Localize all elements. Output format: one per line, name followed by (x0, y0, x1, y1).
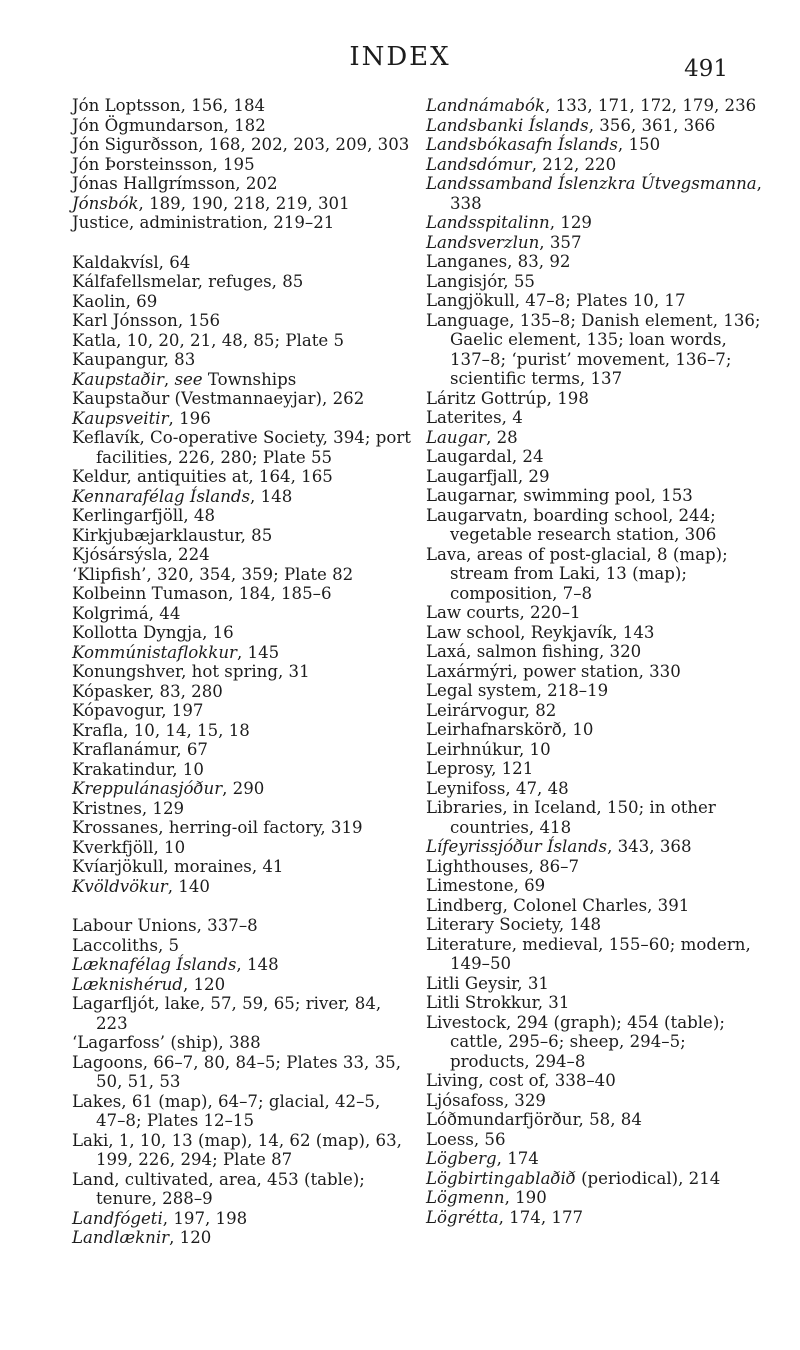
index-entry: Kópasker, 83, 280 (72, 681, 223, 701)
index-entry: Keflavík, Co-operative Society, 394; port facilities, 226, 280; Plate 55 (72, 428, 411, 467)
index-entry: Legal system, 218–19 (426, 681, 609, 700)
index-entry: Jón Ögmundarson, 182 (72, 115, 266, 135)
index-entry: Lóðmundarfjörður, 58, 84 (426, 1110, 642, 1129)
index-entry: Keldur, antiquities at, 164, 165 (72, 467, 333, 486)
index-entry: Konungshver, hot spring, 31 (72, 662, 310, 681)
index-entry: Lögrétta, 174, 177 (426, 1207, 584, 1227)
index-entry: Kennarafélag Íslands, 148 (72, 486, 293, 506)
index-entry: Jónas Hallgrímsson, 202 (72, 174, 278, 193)
index-entry: Lögbirtingablaðið (periodical), 214 (426, 1168, 721, 1188)
index-entry: Law courts, 220–1 (426, 603, 581, 622)
letter-section-gap (72, 896, 414, 916)
index-entry: Lögmenn, 190 (426, 1188, 547, 1207)
index-entry: Langisjór, 55 (426, 271, 535, 291)
index-entry: Kverkfjöll, 10 (72, 837, 186, 857)
index-entry: Livestock, 294 (graph); 454 (table); cattle, 295–6; sheep, 294–5; products, 294–8 (426, 1012, 725, 1071)
index-entry: Law school, Reykjavík, 143 (426, 622, 655, 642)
index-entry: Lagoons, 66–7, 80, 84–5; Plates 33, 35, 50, 51, 53 (72, 1052, 401, 1091)
index-entry: Leirárvogur, 82 (426, 700, 557, 720)
index-entry: Lighthouses, 86–7 (426, 856, 580, 876)
index-entry: Kraflanámur, 67 (72, 740, 208, 759)
page-number: 491 (684, 56, 728, 82)
index-entry: Kirkjubæjarklaustur, 85 (72, 525, 273, 545)
index-entry: Læknafélag Íslands, 148 (72, 955, 279, 974)
index-entry: Lögberg, 174 (426, 1149, 539, 1168)
index-entry: Landssamband Íslenzkra Útvegsmanna, 338 (426, 174, 762, 213)
index-entry: Jón Þorsteinsson, 195 (72, 154, 255, 174)
index-entry: Krossanes, herring-oil factory, 319 (72, 818, 363, 837)
index-entry: Laugardal, 24 (426, 447, 544, 466)
index-entry: Kaupsveitir, 196 (72, 408, 211, 428)
index-entry: Libraries, in Iceland, 150; in other countries, 418 (426, 798, 716, 837)
index-entry: Lagarfljót, lake, 57, 59, 65; river, 84, 223 (72, 994, 382, 1033)
index-heading: INDEX (349, 42, 451, 72)
index-entry: Leprosy, 121 (426, 759, 534, 778)
letter-section-gap (72, 233, 414, 253)
index-entry: Kaldakvísl, 64 (72, 252, 191, 272)
index-entry: Landnámabók, 133, 171, 172, 179, 236 (426, 96, 757, 115)
index-entry: Landsspitalinn, 129 (426, 213, 592, 232)
index-entry: Leynifoss, 47, 48 (426, 778, 569, 798)
index-column-left (72, 96, 414, 1248)
index-entry: Ljósafoss, 329 (426, 1090, 546, 1110)
index-entry: Literature, medieval, 155–60; modern, 149–50 (426, 934, 751, 973)
index-entry: Kolgrimá, 44 (72, 603, 181, 623)
index-entry: Land, cultivated, area, 453 (table); tenure, 288–9 (72, 1169, 365, 1208)
index-entry: Kolbeinn Tumason, 184, 185–6 (72, 584, 332, 603)
index-entry: Kerlingarfjöll, 48 (72, 506, 216, 525)
index-entry: Laxá, salmon fishing, 320 (426, 642, 642, 661)
index-entry: Language, 135–8; Danish element, 136; Gaelic element, 135; loan words, 137–8; ‘purist’ movement, 136–7; scientific terms, 137 (426, 310, 761, 388)
index-entry: Krafla, 10, 14, 15, 18 (72, 720, 250, 740)
index-entry: Kaupangur, 83 (72, 350, 196, 369)
index-entry: Lava, areas of post-glacial, 8 (map); stream from Laki, 13 (map); composition, 7–8 (426, 544, 728, 603)
index-entry: Kaupstaðir, see Townships (72, 369, 297, 389)
index-entry: Kreppulánasjóður, 290 (72, 779, 265, 798)
index-entry: Laterites, 4 (426, 408, 523, 427)
index-entry: Læknishérud, 120 (72, 974, 226, 994)
index-entry: Kvöldvökur, 140 (72, 876, 210, 896)
index-entry: Literary Society, 148 (426, 915, 602, 934)
index-entry: Landsdómur, 212, 220 (426, 154, 617, 174)
index-entry: Laki, 1, 10, 13 (map), 14, 62 (map), 63, 199, 226, 294; Plate 87 (72, 1130, 402, 1169)
index-entry: Jónsbók, 189, 190, 218, 219, 301 (72, 193, 350, 213)
index-entry: Laccoliths, 5 (72, 935, 180, 955)
index-entry: Kvíarjökull, moraines, 41 (72, 857, 284, 876)
index-column-right (426, 96, 762, 1227)
index-entry: Lakes, 61 (map), 64–7; glacial, 42–5, 47–8; Plates 12–15 (72, 1091, 381, 1130)
index-entry: Katla, 10, 20, 21, 48, 85; Plate 5 (72, 330, 345, 350)
index-entry: Langjökull, 47–8; Plates 10, 17 (426, 291, 686, 310)
index-entry: Kollotta Dyngja, 16 (72, 623, 234, 642)
index-entry: Litli Geysir, 31 (426, 973, 549, 993)
index-entry: Kálfafellsmelar, refuges, 85 (72, 272, 304, 291)
page-header (0, 42, 800, 82)
index-entry: Litli Strokkur, 31 (426, 993, 570, 1012)
index-entry: Justice, administration, 219–21 (72, 213, 335, 232)
index-entry: Kópavogur, 197 (72, 701, 204, 720)
index-entry: Kaolin, 69 (72, 291, 158, 311)
index-entry: ‘Klipfish’, 320, 354, 359; Plate 82 (72, 564, 354, 584)
index-entry: Kommúnistaflokkur, 145 (72, 642, 280, 662)
index-entry: Karl Jónsson, 156 (72, 311, 221, 330)
index-entry: Láritz Gottrúp, 198 (426, 388, 589, 408)
index-entry: ‘Lagarfoss’ (ship), 388 (72, 1033, 261, 1052)
index-entry: Laugarnar, swimming pool, 153 (426, 486, 693, 505)
index-entry: Laugar, 28 (426, 427, 518, 447)
index-entry: Living, cost of, 338–40 (426, 1071, 616, 1090)
index-entry: Laugarfjall, 29 (426, 466, 550, 486)
index-entry: Krakatindur, 10 (72, 759, 204, 779)
index-entry: Jón Sigurðsson, 168, 202, 203, 209, 303 (72, 135, 410, 154)
index-entry: Leirhnúkur, 10 (426, 739, 551, 759)
index-entry: Labour Unions, 337–8 (72, 916, 258, 935)
index-entry: Landlæknir, 120 (72, 1228, 212, 1247)
index-entry: Kristnes, 129 (72, 798, 185, 818)
index-entry: Landsbanki Íslands, 356, 361, 366 (426, 115, 716, 135)
index-entry: Kjósársýsla, 224 (72, 545, 210, 564)
index-entry: Leirhafnarskörð, 10 (426, 720, 594, 739)
index-entry: Landsverzlun, 357 (426, 232, 582, 252)
index-entry: Loess, 56 (426, 1129, 506, 1149)
index-entry: Jón Loptsson, 156, 184 (72, 96, 266, 115)
index-entry: Lífeyrissjóður Íslands, 343, 368 (426, 837, 692, 856)
index-entry: Laxármýri, power station, 330 (426, 661, 681, 681)
index-entry: Lindberg, Colonel Charles, 391 (426, 895, 690, 915)
index-entry: Landfógeti, 197, 198 (72, 1208, 248, 1228)
index-entry: Kaupstaður (Vestmannaeyjar), 262 (72, 389, 365, 408)
index-entry: Laugarvatn, boarding school, 244; vegetable research station, 306 (426, 505, 717, 544)
index-entry: Landsbókasafn Íslands, 150 (426, 135, 661, 154)
index-entry: Limestone, 69 (426, 876, 546, 895)
index-entry: Langanes, 83, 92 (426, 252, 571, 271)
